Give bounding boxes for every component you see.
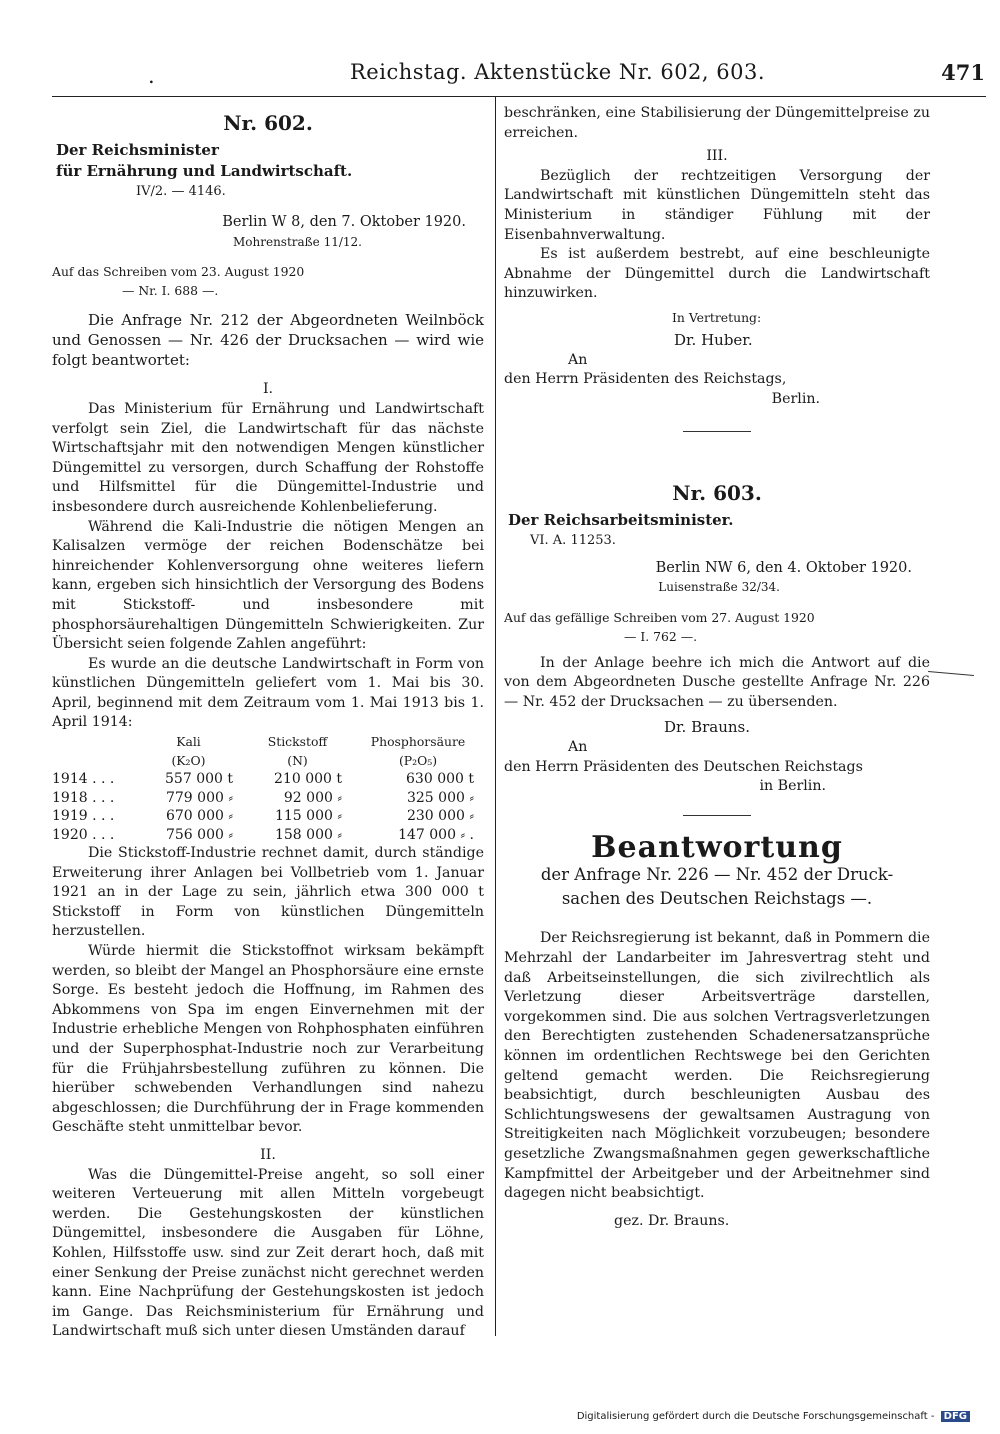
street-603: Luisenstraße 32/34.	[658, 580, 780, 595]
paragraph-10: In der Anlage beehre ich mich die Antwort auf die von dem Abgeordneten Dusche gestellte Anfrage Nr. 226 — Nr. 452 der Drucksachen — zu übersenden.	[504, 654, 930, 710]
section-heading-1: I.	[262, 381, 274, 398]
an-line-1: An	[568, 351, 588, 368]
fertilizer-table	[52, 733, 484, 844]
digitization-footer	[577, 1411, 970, 1422]
document-number-602: Nr. 602.	[223, 111, 313, 135]
dfg-logo-icon: DFG	[941, 1411, 970, 1422]
city-2: in Berlin.	[759, 778, 826, 795]
dateline-603: Berlin NW 6, den 4. Oktober 1920.	[655, 559, 912, 576]
recipient-2: den Herrn Präsidenten des Deutschen Reichstags	[504, 758, 863, 775]
reference-603: VI. A. 11253.	[530, 532, 616, 548]
footer-text: Digitalisierung gefördert durch die Deutsche Forschungsgemeinschaft -	[576, 1411, 935, 1422]
column-header: Phosphorsäure	[370, 734, 466, 750]
table-subheader-row	[52, 752, 484, 771]
an-line-2: An	[568, 739, 588, 756]
year-cell: 1918 . . .	[52, 789, 115, 806]
column-rule	[495, 96, 496, 1336]
page-header	[40, 58, 985, 88]
paragraph-5: Würde hiermit die Stickstoffnot wirksam bekämpft werden, so bleibt der Mangel an Phosphorsäure eine ernste Sorge. Es besteht jedoch die Hoffnung, im Rahmen des Abkommens von Spa im engen Einvernehmen mit der Industrie erhebliche Mengen von Rohphosphaten einführen und der Superphosphat-Industrie noch zur Verarbeitung für die Frühjahrsbestellung zuführen zu können. Die hierüber schwebenden Verhandlungen sind nahezu abgeschlossen; die Durchführung der in Frage kommenden Geschäfte steht unmittelbar bevor.	[52, 943, 484, 1136]
paragraph-9: Es ist außerdem bestrebt, auf eine beschleunigte Abnahme der Düngemittel durch die Landwirtschaft hinzuwirken.	[504, 246, 930, 302]
year-cell: 1919 . . .	[52, 808, 115, 825]
year-cell: 1914 . . .	[52, 771, 115, 788]
section-divider	[683, 431, 751, 432]
phosphor-cell: 230 000 ⸗	[406, 808, 474, 825]
sender-603: Der Reichsarbeitsminister.	[508, 510, 734, 529]
intro-paragraph: Die Anfrage Nr. 212 der Abgeordneten Weilnböck und Genossen — Nr. 426 der Drucksachen — wird wie folgt beantwortet:	[52, 311, 484, 370]
margin-mark	[928, 671, 974, 676]
letter-reference-603-2: — I. 762 —.	[624, 628, 698, 644]
sender-line-2: für Ernährung und Landwirtschaft.	[56, 161, 353, 180]
stickstoff-cell: 115 000 ⸗	[274, 808, 342, 825]
beantwortung-subtitle	[504, 863, 930, 911]
subtitle-line-1: der Anfrage Nr. 226 — Nr. 452 der Druck-	[540, 865, 894, 885]
phosphor-cell: 630 000 t	[406, 771, 474, 788]
in-vertretung: In Vertretung:	[672, 309, 762, 325]
city-1: Berlin.	[771, 390, 820, 407]
column-subheader: (P₂O₅)	[398, 752, 438, 768]
table-row	[52, 826, 484, 845]
signature-final: gez. Dr. Brauns.	[614, 1212, 730, 1229]
kali-cell: 670 000 ⸗	[165, 808, 233, 825]
paragraph-8: Bezüglich der rechtzeitigen Versorgung der Landwirtschaft mit künstlichen Düngemitteln steht das Ministerium in ständiger Fühlung mit der Eisenbahnverwaltung.	[504, 167, 930, 243]
phosphor-cell: 325 000 ⸗	[406, 789, 474, 806]
signature-huber: Dr. Huber.	[674, 330, 753, 349]
paragraph-7: beschränken, eine Stabilisierung der Düngemittelpreise zu erreichen.	[504, 105, 930, 141]
page-number: 471	[941, 60, 985, 85]
section-heading-3: III.	[706, 148, 728, 165]
left-column	[52, 104, 484, 1342]
subtitle-line-2: sachen des Deutschen Reichstags —.	[561, 889, 873, 909]
kali-cell: 779 000 ⸗	[165, 789, 233, 806]
letter-reference-2: — Nr. I. 688 —.	[122, 283, 219, 299]
header-dot: .	[148, 64, 155, 88]
column-header: Kali	[176, 734, 201, 750]
kali-cell: 557 000 t	[165, 771, 233, 788]
letter-reference-603-1: Auf das gefällige Schreiben vom 27. August 1920	[504, 609, 815, 625]
table-header-row	[52, 733, 484, 752]
year-cell: 1920 . . .	[52, 826, 115, 843]
stickstoff-cell: 210 000 t	[274, 771, 342, 788]
letter-reference-1: Auf das Schreiben vom 23. August 1920	[52, 264, 305, 280]
kali-cell: 756 000 ⸗	[165, 826, 233, 843]
running-title: Reichstag. Aktenstücke Nr. 602, 603.	[350, 60, 766, 84]
table-row	[52, 770, 484, 789]
section-heading-2: II.	[260, 1146, 276, 1163]
sender-line-1: Der Reichsminister	[56, 140, 219, 159]
phosphor-cell: 147 000 ⸗ .	[398, 826, 474, 843]
stickstoff-cell: 92 000 ⸗	[283, 789, 342, 806]
paragraph-4: Die Stickstoff-Industrie rechnet damit, durch ständige Erweiterung ihrer Anlagen bei Vollbetrieb vom 1. Januar 1921 an in der Lage zu sein, jährlich etwa 300 000 t Stickstoff in Form von künstlichen Düngemitteln herzustellen.	[52, 845, 484, 940]
header-rule	[52, 96, 986, 97]
paragraph-3: Es wurde an die deutsche Landwirtschaft in Form von künstlichen Düngemitteln geliefert vom 1. Mai bis 30. April, beginnend mit dem Zeitraum vom 1. Mai 1913 bis 1. April 1914:	[52, 655, 484, 731]
table-row	[52, 789, 484, 808]
document-number-603: Nr. 603.	[672, 481, 762, 506]
column-subheader: (N)	[287, 752, 308, 768]
street-address: Mohrenstraße 11/12.	[232, 234, 362, 249]
column-header: Stickstoff	[267, 734, 328, 750]
reference-number: IV/2. — 4146.	[136, 183, 226, 199]
recipient-1: den Herrn Präsidenten des Reichstags,	[504, 371, 787, 388]
column-subheader: (K₂O)	[171, 752, 206, 768]
paragraph-11: Der Reichsregierung ist bekannt, daß in Pommern die Mehrzahl der Landarbeiter im Jahresvertrag steht und daß Arbeitseinstellungen, die sich zivilrechtlich als Verletzung dieser Arbeitsverträge darstellen, vorgekommen sind. Die aus solchen Vertragsverletzungen den Berechtigten zustehenden Schadenersatzansprüche können im ordentlichen Rechtswege bei den Gerichten geltend gemacht werden. Die Reichsregierung beabsichtigt, durch beschleunigten Ausbau des Schlichtungswesens der gewaltsamen Austragung von Streitigkeiten nach Möglichkeit vorzubeugen; besondere gesetzliche Zwangsmaßnahmen gegen gewerkschaftliche Kampfmittel der Arbeitgeber und der Arbeitnehmer sind dagegen nicht beabsichtigt.	[504, 930, 930, 1202]
paragraph-6: Was die Düngemittel-Preise angeht, so soll einer weiteren Verteuerung mit allen Mitteln vorgebeugt werden. Die Gestehungskosten der künstlichen Düngemittel, insbesondere die Ausgaben für Löhne, Kohlen, Hilfsstoffe usw. sind zur Zeit derart hoch, daß mit einer Senkung der Preise zunächst nicht gerechnet werden kann. Eine Nachprüfung der Gestehungskosten ist jedoch im Gange. Das Reichsministerium für Ernährung und Landwirtschaft muß sich unter diesen Umständen darauf	[52, 1166, 484, 1340]
signature-brauns: Dr. Brauns.	[664, 718, 751, 737]
paragraph-2: Während die Kali-Industrie die nötigen Mengen an Kalisalzen vermöge der reichen Bodenschätze bei hinreichender Kohlenversorgung ohne weiteres liefern kann, ergeben sich hinsichtlich der Versorgung des Bodens mit Stickstoff- und insbesondere mit phosphorsäurehaltigen Düngemitteln Schwierigkeiten. Zur Übersicht seien folgende Zahlen angeführt:	[52, 518, 484, 653]
dateline: Berlin W 8, den 7. Oktober 1920.	[222, 214, 466, 231]
table-row	[52, 807, 484, 826]
paragraph-1: Das Ministerium für Ernährung und Landwirtschaft verfolgt sein Ziel, die Landwirtschaft für das nächste Wirtschaftsjahr mit den notwendigen Mengen künstlicher Düngemittel zu versorgen, durch Schaffung der Rohstoffe und Hilfsmittel für die Düngemittel-Industrie und insbesondere durch ausreichende Kohlenbelieferung.	[52, 400, 484, 515]
right-column	[504, 104, 930, 1231]
section-divider	[683, 815, 751, 816]
beantwortung-title: Beantwortung	[591, 829, 843, 865]
stickstoff-cell: 158 000 ⸗	[274, 826, 342, 843]
